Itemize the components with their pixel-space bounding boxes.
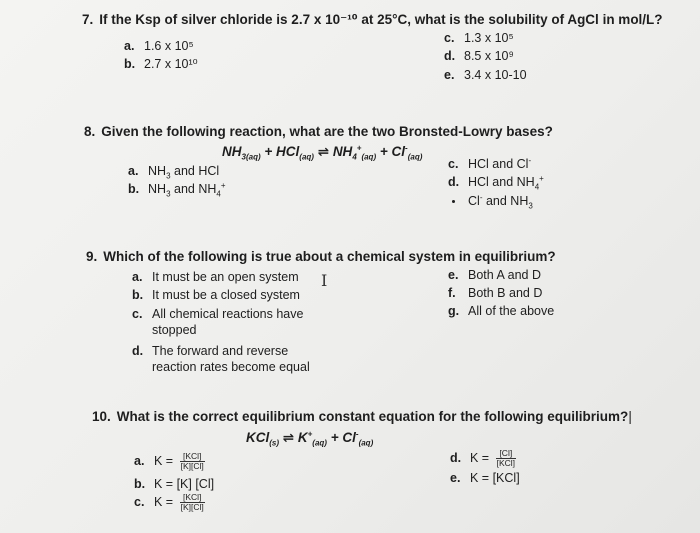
- option-letter: d.: [448, 175, 460, 189]
- q9-option-e[interactable]: [448, 267, 541, 283]
- option-text-cont: stopped: [152, 323, 197, 337]
- fraction-numerator: [Cl]: [496, 449, 516, 459]
- fraction-denominator: [KCl]: [496, 458, 516, 469]
- option-letter: c.: [132, 307, 143, 321]
- product-2-sup: -: [405, 143, 408, 153]
- question-number: 10.: [92, 409, 111, 424]
- product-1-sub: 4: [352, 152, 357, 162]
- option-text: All of the above: [468, 304, 555, 318]
- reactant-1: KCl: [246, 430, 270, 445]
- option-rest: and NH: [482, 194, 529, 208]
- option-letter: c.: [134, 495, 145, 509]
- option-letter: a.: [124, 39, 135, 53]
- plus-sign: +: [379, 144, 388, 159]
- option-letter: d.: [450, 451, 462, 465]
- product-2-sup: -: [355, 429, 359, 439]
- option-text: All chemical reactions have: [152, 307, 304, 321]
- option-letter: c.: [444, 31, 455, 45]
- option-text: NH: [148, 164, 167, 178]
- q8-option-c[interactable]: [448, 156, 531, 172]
- product-1-sup: +: [307, 429, 313, 439]
- q9-option-c[interactable]: [132, 306, 303, 338]
- q9-option-d[interactable]: [132, 343, 310, 375]
- option-text: It must be an open system: [152, 270, 299, 284]
- option-sub: 3: [528, 201, 533, 211]
- option-sup: +: [539, 173, 544, 183]
- option-bullet: [452, 200, 455, 203]
- option-text: 1.6 x 10⁵: [144, 39, 194, 53]
- q7-option-a[interactable]: [124, 38, 194, 54]
- equilibrium-arrow: ⇌: [317, 144, 330, 159]
- option-letter: d.: [132, 344, 144, 358]
- q10-option-d[interactable]: [450, 447, 516, 469]
- q10-option-e[interactable]: [450, 470, 520, 486]
- q9-option-g[interactable]: [448, 303, 554, 319]
- question-number: 7.: [82, 12, 94, 27]
- option-letter: d.: [444, 49, 456, 63]
- option-rest: and HCl: [170, 164, 220, 178]
- q9-option-b[interactable]: [132, 287, 300, 303]
- q7-option-d[interactable]: [444, 48, 514, 64]
- option-letter: b.: [128, 182, 140, 196]
- option-rest: and NH: [170, 182, 217, 196]
- option-text: HCl and Cl: [468, 157, 529, 171]
- q9-option-f[interactable]: [448, 285, 542, 301]
- reactant-1: NH: [222, 144, 242, 159]
- question-7: [82, 12, 663, 28]
- option-letter: a.: [132, 270, 143, 284]
- question-9: [86, 249, 556, 264]
- question-number: 9.: [86, 249, 98, 264]
- option-sub: 3: [166, 189, 171, 199]
- product-1-state: (aq): [361, 152, 377, 162]
- option-text: 3.4 x 10-10: [464, 68, 527, 82]
- q7-option-c[interactable]: [444, 30, 514, 46]
- option-sup: -: [528, 155, 532, 165]
- product-2-state: (aq): [407, 152, 423, 162]
- q8-option-d[interactable]: [448, 174, 544, 190]
- option-sub: 4: [216, 189, 221, 199]
- option-letter: a.: [134, 454, 145, 468]
- product-1-state: (aq): [312, 438, 327, 448]
- q8-option-a[interactable]: [128, 163, 219, 179]
- option-sub: 3: [166, 171, 171, 181]
- option-text: Cl: [468, 194, 480, 208]
- q10-option-a[interactable]: [134, 450, 205, 472]
- product-2-state: (aq): [358, 438, 374, 448]
- option-letter: b.: [124, 57, 136, 71]
- plus-sign: +: [330, 430, 339, 445]
- product-1: NH: [332, 144, 353, 159]
- option-text: K = [KCl]: [470, 471, 520, 485]
- question-10: [92, 409, 632, 424]
- option-letter: e.: [450, 471, 461, 485]
- fraction-numerator: [KCl]: [180, 493, 205, 503]
- reactant-2: HCl: [276, 144, 300, 159]
- fraction-denominator: [K][Cl]: [180, 461, 204, 472]
- option-fraction: [180, 452, 205, 471]
- question-text: If the Ksp of silver chloride is 2.7 x 10⁻¹⁰ at 25°C, what is the solubility of AgCl in mol/L?: [99, 12, 663, 27]
- q7-option-e[interactable]: [444, 67, 527, 83]
- option-text: 2.7 x 10¹⁰: [144, 57, 198, 71]
- q8-reaction-equation: [222, 144, 422, 160]
- option-text: HCl and NH: [468, 175, 535, 189]
- option-letter: b.: [132, 288, 144, 302]
- option-text: Both A and D: [468, 268, 541, 282]
- option-k: K =: [470, 451, 490, 465]
- option-text: Both B and D: [468, 286, 543, 300]
- question-number: 8.: [84, 124, 96, 139]
- option-letter: c.: [448, 157, 459, 171]
- q9-option-a[interactable]: [132, 269, 299, 285]
- question-text: Which of the following is true about a chemical system in equilibrium?: [103, 249, 556, 264]
- q8-option-b[interactable]: [128, 181, 226, 197]
- option-text-cont: reaction rates become equal: [152, 360, 310, 374]
- text-cursor-icon: |: [628, 409, 632, 424]
- option-k: K =: [154, 454, 174, 468]
- option-letter: f.: [448, 286, 456, 300]
- question-text: What is the correct equilibrium constant equation for the following equilibrium?: [116, 409, 629, 424]
- reactant-1-sub: (s): [269, 438, 280, 448]
- option-text: 1.3 x 10⁵: [464, 31, 514, 45]
- option-sup: +: [220, 180, 226, 190]
- product-2: Cl: [391, 144, 406, 159]
- option-text: It must be a closed system: [152, 288, 300, 302]
- option-sub: 4: [534, 182, 540, 192]
- q8-option-e[interactable]: [448, 193, 533, 209]
- q10-option-b[interactable]: [134, 476, 214, 492]
- equilibrium-arrow: ⇌: [282, 430, 295, 445]
- option-sup: -: [479, 192, 483, 202]
- option-text: 8.5 x 10⁹: [464, 49, 514, 63]
- option-fraction: [496, 449, 516, 468]
- option-letter: b.: [134, 477, 146, 491]
- option-text: The forward and reverse: [152, 344, 289, 358]
- option-letter: e.: [444, 68, 455, 82]
- product-1-sup: +: [356, 143, 362, 153]
- reactant-1-sub: 3(aq): [241, 152, 261, 162]
- q10-option-c[interactable]: [134, 491, 205, 513]
- question-text: Given the following reaction, what are the two Bronsted-Lowry bases?: [101, 124, 553, 139]
- q10-equilibrium-equation: [246, 430, 373, 446]
- option-letter: g.: [448, 304, 460, 318]
- fraction-numerator: [KCl]: [180, 452, 205, 462]
- q7-option-b[interactable]: [124, 56, 198, 72]
- option-text: NH: [148, 182, 167, 196]
- question-8: [84, 124, 553, 139]
- option-letter: e.: [448, 268, 459, 282]
- option-fraction: [180, 493, 205, 512]
- product-1: K: [297, 430, 308, 445]
- option-letter: a.: [128, 164, 139, 178]
- product-2: Cl: [342, 430, 356, 445]
- fraction-denominator: [K][Cl]: [180, 502, 204, 513]
- plus-sign: +: [264, 144, 273, 159]
- reactant-2-sub: (aq): [299, 152, 314, 162]
- option-text: K = [K] [Cl]: [154, 477, 215, 491]
- text-cursor-icon: I: [321, 271, 328, 290]
- option-k: K =: [154, 495, 174, 509]
